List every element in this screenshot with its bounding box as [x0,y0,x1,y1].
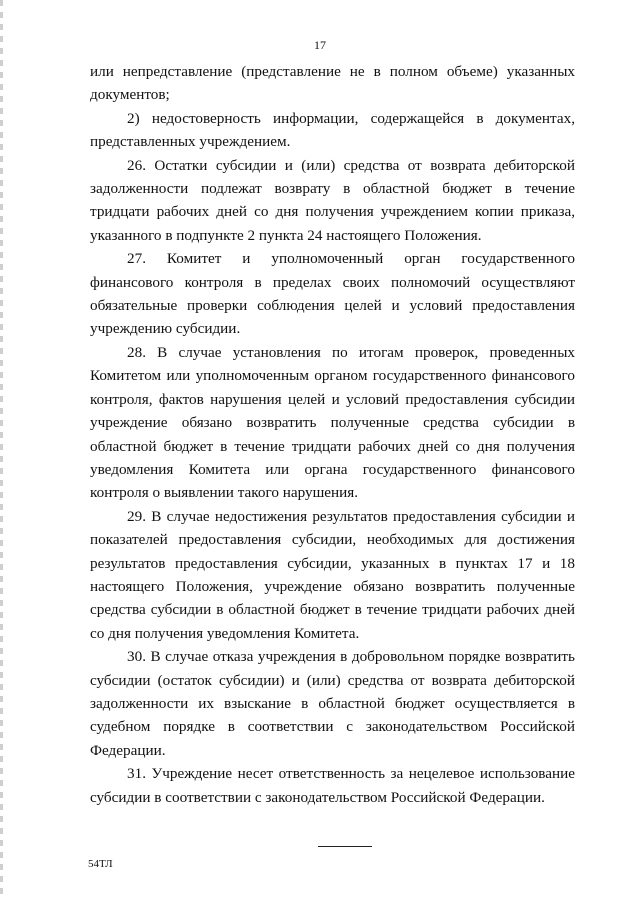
end-separator-line [318,846,372,847]
paragraph-28: 28. В случае установления по итогам проверок, проведенных Комитетом или уполномоченным органом государственного финансового контроля, фактов нарушения целей и условий предоставления субсидии учреждение обязано возвратить полученные средства субсидии в областной бюджет в течение тридцати рабочих дней со дня получения уведомления Комитета или органа государственного финансового контроля о выявлении такого нарушения. [90,343,575,502]
paragraph-continuation: или непредставление (представление не в полном объеме) указанных документов; [90,63,575,104]
paragraph-30: 30. В случае отказа учреждения в добровольном порядке возвратить субсидии (остаток субсидии) и (или) средства от возврата дебиторской задолженности их взыскание в областной бюджет осуществляется в судебном порядке в соответствии с законодательством Российской Федерации. [90,648,575,759]
paragraph-29: 29. В случае недостижения результатов предоставления субсидии и показателей предоставления субсидии, необходимых для достижения результатов предоставления субсидии, указанных в пунктах 17 и 18 настоящего Положения, учреждение обязано возвратить полученные средства субсидии в областной бюджет в течение тридцати рабочих дней со дня получения уведомления Комитета. [90,507,575,642]
paragraph-31: 31. Учреждение несет ответственность за нецелевое использование субсидии в соответствии с законодательством Российской Федерации. [90,765,575,806]
footer-document-code: 54ТЛ [88,858,113,870]
paragraph-item-2: 2) недостоверность информации, содержащейся в документах, представленных учреждением. [90,109,575,151]
page-number: 17 [314,38,326,52]
paragraph-27: 27. Комитет и уполномоченный орган государственного финансового контроля в пределах своих полномочий осуществляют обязательные проверки соблюдения целей и условий предоставления учреждению субсидии. [90,250,575,338]
document-body [90,60,575,809]
paragraph-26: 26. Остатки субсидии и (или) средства от возврата дебиторской задолженности подлежат возврату в областной бюджет в течение тридцати рабочих дней со дня получения учреждением копии приказа, указанного в подпункте 2 пункта 24 настоящего Положения. [90,156,575,244]
scan-edge-artifact [0,0,3,899]
